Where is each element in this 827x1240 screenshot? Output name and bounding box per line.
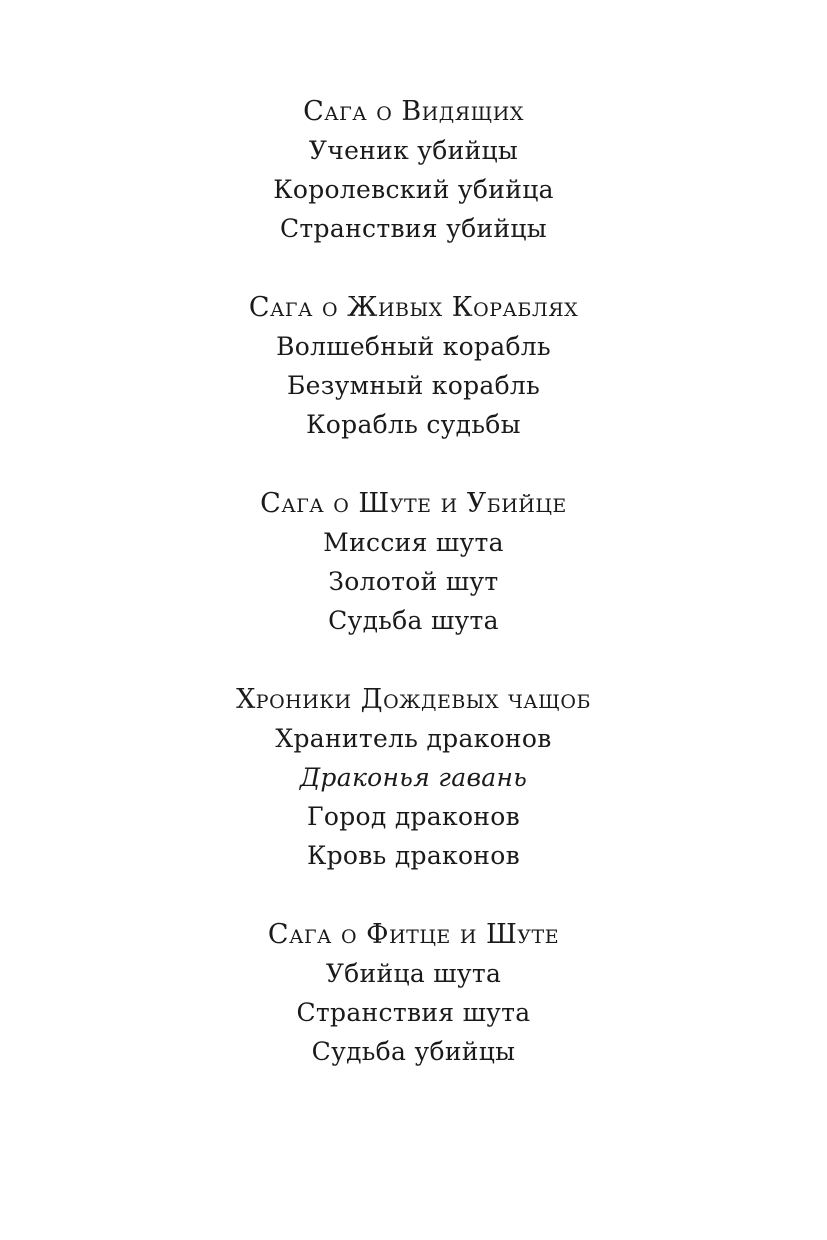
series-title: Сага о Видящих (303, 96, 524, 127)
book-title: Ученик убийцы (308, 136, 519, 165)
book-title: Королевский убийца (273, 175, 554, 204)
book-list (0, 327, 827, 444)
book-title: Судьба убийцы (311, 1037, 516, 1066)
book-title-italic: Драконья гавань (299, 763, 528, 792)
book-title: Миссия шута (323, 528, 504, 557)
book-list (0, 131, 827, 248)
series-block (0, 915, 827, 1071)
book-list (0, 523, 827, 640)
book-title: Кровь драконов (306, 841, 520, 870)
series-title: Сага о Фитце и Шуте (267, 919, 560, 950)
book-title: Хранитель драконов (275, 724, 552, 753)
book-title: Странствия убийцы (280, 214, 547, 243)
book-title: Золотой шут (328, 567, 499, 596)
book-title: Убийца шута (325, 959, 502, 988)
book-title: Волшебный корабль (276, 332, 551, 361)
book-title: Город драконов (307, 802, 520, 831)
book-title: Судьба шута (328, 606, 499, 635)
book-list (0, 954, 827, 1071)
series-block (0, 288, 827, 444)
book-list (0, 719, 827, 875)
book-title: Странствия шута (296, 998, 531, 1027)
bibliography-page (0, 92, 827, 1111)
series-block (0, 680, 827, 875)
series-title: Сага о Шуте и Убийце (260, 488, 567, 519)
series-title: Сага о Живых Кораблях (248, 292, 579, 323)
series-title: Хроники Дождевых чащоб (236, 684, 591, 715)
book-title: Безумный корабль (286, 371, 541, 400)
series-block (0, 484, 827, 640)
series-block (0, 92, 827, 248)
book-title: Корабль судьбы (306, 410, 521, 439)
